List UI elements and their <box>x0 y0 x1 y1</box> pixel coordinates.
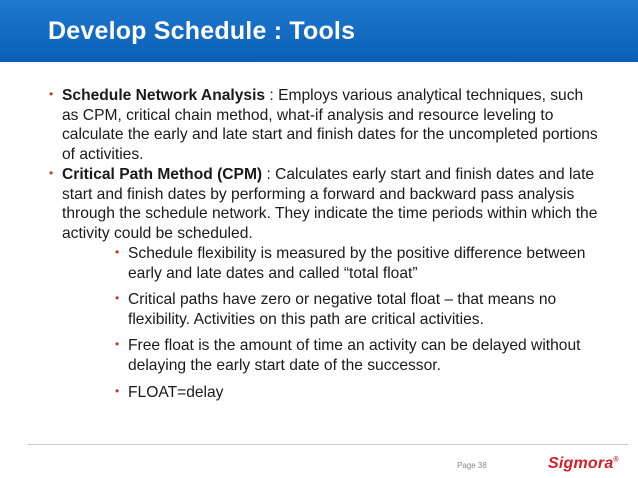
slide-title: Develop Schedule : Tools <box>48 17 356 45</box>
sub-bullet-free-float <box>115 336 608 375</box>
sub-bullet-text: Critical paths have zero or negative total float – that means no flexibility. Activities on this path are critical activities. <box>128 291 557 328</box>
logo-text: Sigmora <box>548 455 614 472</box>
bullet-text: : Employs various analytical techniques, such as CPM, critical chain method, what-if analysis and resource leveling to calculate the early and late start and finish dates for the uncompleted portions of activities. <box>62 87 598 163</box>
bullet-schedule-network-analysis <box>49 86 602 164</box>
footer-divider <box>28 444 628 445</box>
bullet-dot: • <box>49 166 54 180</box>
sub-bullet-critical-paths <box>115 290 608 329</box>
bullet-dot: • <box>115 245 120 259</box>
sub-bullet-text: Schedule flexibility is measured by the positive difference between early and late dates and called “total float” <box>128 245 586 282</box>
bullet-dot: • <box>49 87 54 101</box>
sigmora-logo <box>548 455 619 473</box>
bullet-critical-path-method <box>49 165 602 243</box>
registered-mark: ® <box>613 456 619 464</box>
bullet-dot: • <box>115 337 120 351</box>
bullet-heading: Critical Path Method (CPM) <box>62 166 263 183</box>
page-number: Page 38 <box>457 461 487 470</box>
sub-bullet-float-delay <box>115 383 608 403</box>
bullet-heading: Schedule Network Analysis <box>62 87 266 104</box>
sub-bullet-text: FLOAT=delay <box>128 384 224 401</box>
bullet-dot: • <box>115 291 120 305</box>
title-bar <box>0 0 638 62</box>
sub-bullet-text: Free float is the amount of time an activity can be delayed without delaying the early start date of the successor. <box>128 337 581 374</box>
bullet-text: : Calculates early start and finish dates and late start and finish dates by performing a forward and backward pass analysis through the schedule network. They indicate the time periods within which the activity could be scheduled. <box>62 166 598 242</box>
bullet-dot: • <box>115 384 120 398</box>
sub-bullet-schedule-flexibility <box>115 244 608 283</box>
